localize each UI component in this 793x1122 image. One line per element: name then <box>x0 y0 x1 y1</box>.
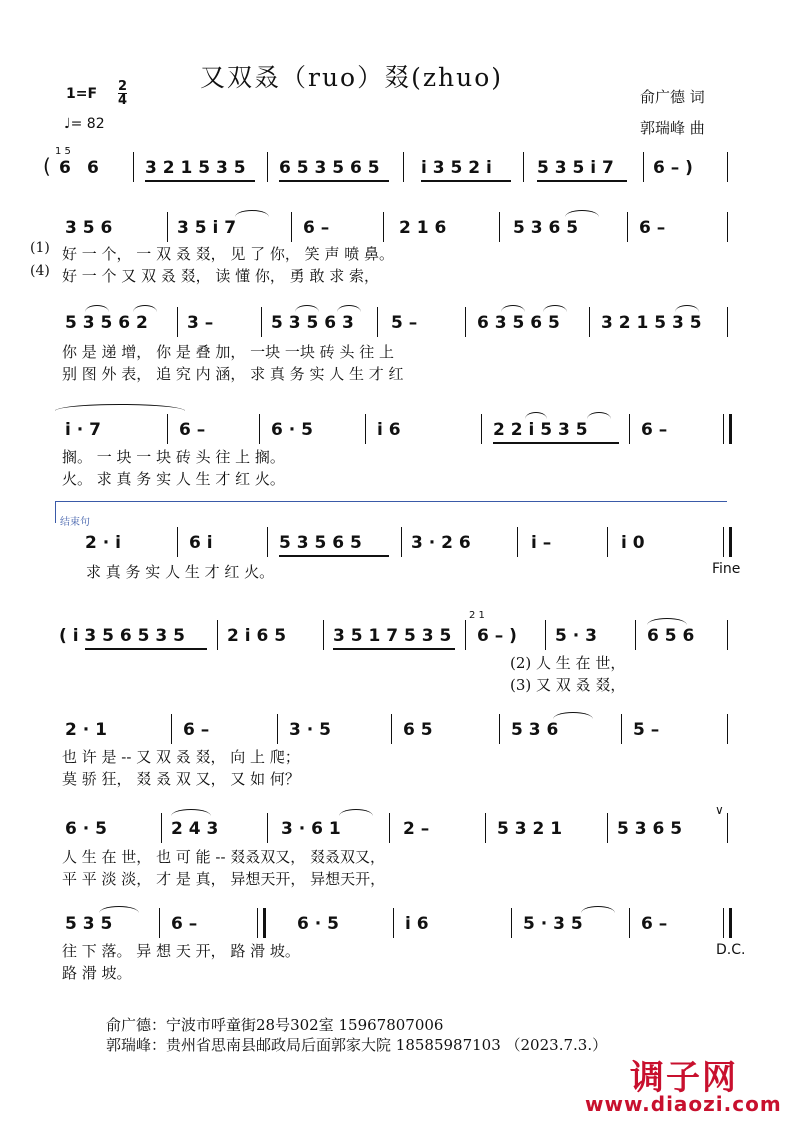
barline <box>277 714 278 744</box>
measure: 3 · 6 1 <box>281 819 341 839</box>
barline <box>177 307 178 337</box>
measure: 6 – <box>641 420 668 440</box>
measure: i 6 <box>377 420 401 440</box>
beam <box>421 180 511 182</box>
measure: 5 3 5 6 5 <box>279 533 362 553</box>
barline <box>291 212 292 242</box>
slur <box>339 809 373 816</box>
measure: i 3 5 2 i <box>421 158 492 178</box>
barline <box>629 908 630 938</box>
measure: 6 – <box>171 914 198 934</box>
time-sig-top: 2 <box>118 79 128 94</box>
tie <box>55 404 185 411</box>
lyric-line: 好 一 个 又 双 叒 叕， 读 懂 你， 勇 敢 求 索， <box>62 267 379 285</box>
measure: 6 · 5 <box>297 914 339 934</box>
song-title: 又双叒（ruo）叕(zhuo) <box>200 63 504 92</box>
footer-contact-2: 郭瑞峰：贵州省思南县邮政局后面郭家大院 18585987103 （2023.7.3.） <box>106 1036 608 1054</box>
slur <box>581 906 615 913</box>
barline <box>217 620 218 650</box>
measure: 6 · 5 <box>271 420 313 440</box>
note: 6 <box>87 158 99 178</box>
slur <box>675 305 699 312</box>
tempo-marking: ♩= 82 <box>64 116 105 132</box>
slur <box>171 809 211 816</box>
slur <box>543 305 567 312</box>
barline <box>481 414 482 444</box>
fine-mark: Fine <box>712 561 741 577</box>
measure: 2 · 1 <box>65 720 107 740</box>
notation-row-3 <box>55 418 735 444</box>
lyric-line: (2) 人 生 在 世， <box>510 654 626 672</box>
measure: 3 2 1 5 3 5 <box>145 158 246 178</box>
beam <box>333 648 455 650</box>
barline <box>161 813 162 843</box>
slur <box>133 305 157 312</box>
barline <box>365 414 366 444</box>
verse-mark: (1) <box>30 240 50 256</box>
slur <box>337 305 361 312</box>
intro-notation-row <box>43 146 735 182</box>
measure: 6 – <box>641 914 668 934</box>
measure: 5 3 5 i 7 <box>537 158 614 178</box>
measure: 6 5 6 <box>647 626 695 646</box>
barline <box>465 307 466 337</box>
beam <box>493 442 619 444</box>
beam <box>279 555 389 557</box>
barline <box>499 212 500 242</box>
ending-box-top <box>55 501 727 502</box>
barline <box>607 813 608 843</box>
footer-contact-1: 俞广德：宁波市呼童街28号302室 15967807006 <box>106 1016 444 1034</box>
ending-label: 结束句 <box>60 517 90 528</box>
barline <box>267 152 268 182</box>
barline <box>629 414 630 444</box>
barline <box>167 212 168 242</box>
barline <box>465 620 466 650</box>
slur <box>235 210 269 217</box>
measure: 6 5 <box>403 720 433 740</box>
barline <box>635 620 636 650</box>
grace-notes: 2 1 <box>469 610 485 621</box>
beam <box>279 180 389 182</box>
measure: i 6 <box>405 914 429 934</box>
barline <box>523 152 524 182</box>
lyric-line: 莫 骄 狂， 叕 叒 双 又， 又 如 何？ <box>62 770 300 788</box>
open-paren: ( <box>43 154 51 178</box>
notation-row-6 <box>55 718 735 744</box>
ending-box-left <box>55 501 56 523</box>
barline <box>511 908 512 938</box>
measure: 5 · 3 5 <box>523 914 583 934</box>
measure: ( i 3 5 6 5 3 5 <box>59 626 185 646</box>
measure: 6 – ) <box>653 158 693 178</box>
breath-mark: ∨ <box>715 803 724 817</box>
notation-row-4 <box>55 531 735 557</box>
measure: 5 – <box>633 720 660 740</box>
slur <box>565 210 599 217</box>
verse-mark: (4) <box>30 263 50 279</box>
measure: 5 3 6 5 <box>617 819 683 839</box>
final-barline <box>723 414 732 444</box>
slur <box>99 906 139 913</box>
lyric-line: 别 图 外 表， 追 究 内 涵， 求 真 务 实 人 生 才 红 <box>62 365 404 383</box>
measure: 3 5 6 <box>65 218 113 238</box>
barline <box>267 527 268 557</box>
barline <box>727 813 728 843</box>
key-signature: 1=F <box>66 86 98 102</box>
measure: 6 3 5 6 5 <box>477 313 560 333</box>
barline <box>167 414 168 444</box>
final-barline <box>723 908 732 938</box>
measure: 6 – ) <box>477 626 517 646</box>
measure: 3 5 i 7 <box>177 218 237 238</box>
site-logo: 调子网 <box>630 1058 738 1098</box>
barline <box>499 714 500 744</box>
measure: 6 – <box>303 218 330 238</box>
notation-row-7 <box>55 803 735 843</box>
measure: 3 2 1 5 3 5 <box>601 313 702 333</box>
time-sig-bottom: 4 <box>118 93 128 108</box>
measure: 2 – <box>403 819 430 839</box>
barline <box>517 527 518 557</box>
lyric-line: 人 生 在 世， 也 可 能 -- 叕叒双又， 叕叒双又， <box>62 848 386 866</box>
barline <box>727 620 728 650</box>
barline <box>727 212 728 242</box>
barline <box>403 152 404 182</box>
measure: 2 2 i 5 3 5 <box>493 420 588 440</box>
measure: 5 · 3 <box>555 626 597 646</box>
lyric-line: 搁。 一 块 一 块 砖 头 往 上 搁。 <box>62 448 285 466</box>
barline <box>323 620 324 650</box>
lyric-line: 火。 求 真 务 实 人 生 才 红 火。 <box>62 470 285 488</box>
barline <box>259 414 260 444</box>
measure: i · 7 <box>65 420 101 440</box>
lyric-line: 往 下 落。 异 想 天 开， 路 滑 坡。 <box>62 942 300 960</box>
lyric-line: 路 滑 坡。 <box>62 964 132 982</box>
barline <box>171 714 172 744</box>
barline <box>485 813 486 843</box>
repeat-barline <box>257 908 266 938</box>
barline <box>133 152 134 182</box>
measure: 5 – <box>391 313 418 333</box>
barline <box>261 307 262 337</box>
measure: 5 3 5 6 3 <box>271 313 354 333</box>
barline <box>589 307 590 337</box>
slur <box>587 412 611 419</box>
measure: i 0 <box>621 533 645 553</box>
lyric-line: 求 真 务 实 人 生 才 红 火。 <box>86 563 275 581</box>
grace-notes: 1 5 <box>55 146 71 157</box>
barline <box>377 307 378 337</box>
measure: 5 3 6 5 <box>513 218 579 238</box>
measure: 2 4 3 <box>171 819 219 839</box>
barline <box>383 212 384 242</box>
barline <box>545 620 546 650</box>
barline <box>393 908 394 938</box>
repeat-barline <box>723 527 732 557</box>
slur <box>295 305 319 312</box>
measure: 5 3 5 <box>65 914 113 934</box>
measure: 3 – <box>187 313 214 333</box>
notation-row-8 <box>55 912 735 938</box>
barline <box>391 714 392 744</box>
measure: 3 5 1 7 5 3 5 <box>333 626 452 646</box>
barline <box>727 714 728 744</box>
measure: 3 · 5 <box>289 720 331 740</box>
measure: 6 · 5 <box>65 819 107 839</box>
measure: 5 3 5 6 2 <box>65 313 148 333</box>
barline <box>727 307 728 337</box>
slur <box>85 305 109 312</box>
beam <box>537 180 627 182</box>
dc-mark: D.C. <box>716 942 746 958</box>
measure: i – <box>531 533 552 553</box>
barline <box>389 813 390 843</box>
measure: 6 – <box>639 218 666 238</box>
measure: 2 1 6 <box>399 218 447 238</box>
measure: 5 3 6 <box>511 720 559 740</box>
barline <box>401 527 402 557</box>
measure: 5 3 2 1 <box>497 819 563 839</box>
notation-row-2 <box>55 311 735 337</box>
measure: 6 – <box>183 720 210 740</box>
barline <box>267 813 268 843</box>
lyric-line: 你 是 递 增， 你 是 叠 加， 一块 一块 砖 头 往 上 <box>62 343 394 361</box>
beam <box>85 648 207 650</box>
measure: 6 5 3 5 6 5 <box>279 158 380 178</box>
barline <box>643 152 644 182</box>
slur <box>525 412 547 419</box>
slur <box>553 712 593 719</box>
barline <box>727 152 728 182</box>
measure: 2 i 6 5 <box>227 626 287 646</box>
barline <box>177 527 178 557</box>
lyricist-credit: 俞广德 词 <box>640 88 705 106</box>
slur <box>647 618 687 625</box>
measure: 6 – <box>179 420 206 440</box>
barline <box>627 212 628 242</box>
lyric-line: 平 平 淡 淡， 才 是 真， 异想天开， 异想天开， <box>62 870 386 888</box>
lyric-line: 也 许 是 -- 又 双 叒 叕， 向 上 爬； <box>62 748 300 766</box>
site-url[interactable]: www.diaozi.com <box>585 1092 782 1116</box>
beam <box>145 180 255 182</box>
barline <box>621 714 622 744</box>
measure: 6 i <box>189 533 213 553</box>
measure: 3 · 2 6 <box>411 533 471 553</box>
barline <box>607 527 608 557</box>
notation-row-1 <box>55 216 735 242</box>
time-signature <box>118 80 127 107</box>
note: 6 <box>59 158 71 178</box>
lyric-line: 好 一 个， 一 双 叒 叕， 见 了 你， 笑 声 喷 鼻。 <box>62 245 394 263</box>
slur <box>501 305 525 312</box>
notation-row-5 <box>55 610 735 650</box>
barline <box>159 908 160 938</box>
lyric-line: (3) 又 双 叒 叕， <box>510 676 626 694</box>
composer-credit: 郭瑞峰 曲 <box>640 119 705 137</box>
measure: 2 · i <box>85 533 121 553</box>
